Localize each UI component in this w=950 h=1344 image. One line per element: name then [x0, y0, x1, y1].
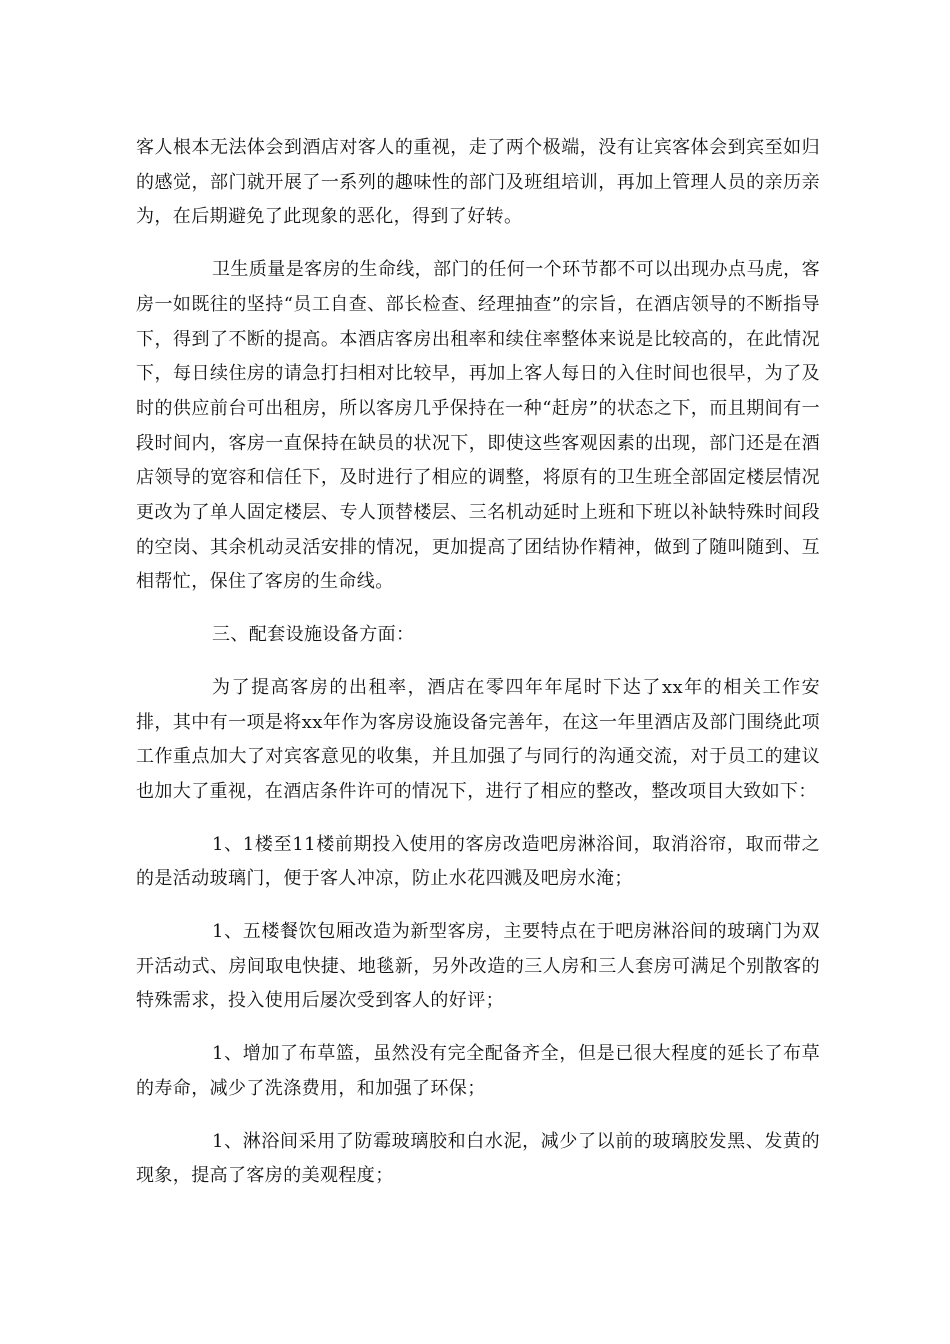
document-body — [136, 131, 820, 1212]
section-heading-facilities: 三、配套设施设备方面： — [212, 624, 415, 646]
list-item-shower-door: 1、1楼至11楼前期投入使用的客房改造吧房淋浴间，取消浴帘，取而带之的是活动玻璃门，便于客人冲凉，防止水花四溅及吧房水淹； — [136, 833, 820, 890]
paragraph-hygiene-quality: 卫生质量是客房的生命线，部门的任何一个环节都不可以出现办点马虎，客房一如既往的坚持“员工自查、部长检查、经理抽查”的宗旨，在酒店领导的不断指导下，得到了不断的提高。本酒店客房出租率和续住率整体来说是比较高的，在此情况下，每日续住房的请急打扫相对比较早，再加上客人每日的入住时间也很早，为了及时的供应前台可出租房，所以客房几乎保持在一种“赶房”的状态之下，而且期间有一段时间内，客房一直保持在缺员的状况下，即使这些客观因素的出现，部门还是在酒店领导的宽容和信任下，及时进行了相应的调整，将原有的卫生班全部固定楼层情况更改为了单人固定楼层、专人顶替楼层、三名机动延时上班和下班以补缺特殊时间段的空岗、其余机动灵活安排的情况，更加提高了团结协作精神，做到了随叫随到、互相帮忙，保住了客房的生命线。 — [136, 259, 820, 593]
list-item-shower-sealant: 1、淋浴间采用了防霉玻璃胶和白水泥，减少了以前的玻璃胶发黑、发黄的现象，提高了客房的美观程度； — [136, 1130, 820, 1187]
paragraph-facilities-intro: 为了提高客房的出租率，酒店在零四年年尾时下达了xx年的相关工作安排，其中有一项是将xx年作为客房设施设备完善年，在这一年里酒店及部门围绕此项工作重点加大了对宾客意见的收集，并且加强了与同行的沟通交流，对于员工的建议也加大了重视，在酒店条件许可的情况下，进行了相应的整改，整改项目大致如下： — [136, 676, 820, 802]
list-item-linen-baskets: 1、增加了布草篮，虽然没有完全配备齐全，但是已很大程度的延长了布草的寿命，减少了洗涤费用，和加强了环保； — [136, 1043, 820, 1099]
paragraph-guest-experience: 客人根本无法体会到酒店对客人的重视，走了两个极端，没有让宾客体会到宾至如归的感觉，部门就开展了一系列的趣味性的部门及班组培训，再加上管理人员的亲历亲为，在后期避免了此现象的恶化，得到了好转。 — [136, 137, 820, 228]
list-item-new-rooms: 1、五楼餐饮包厢改造为新型客房，主要特点在于吧房淋浴间的玻璃门为双开活动式、房间取电快捷、地毯新，另外改造的三人房和三人套房可满足个别散客的特殊需求，投入使用后屡次受到客人的好评； — [136, 921, 820, 1012]
